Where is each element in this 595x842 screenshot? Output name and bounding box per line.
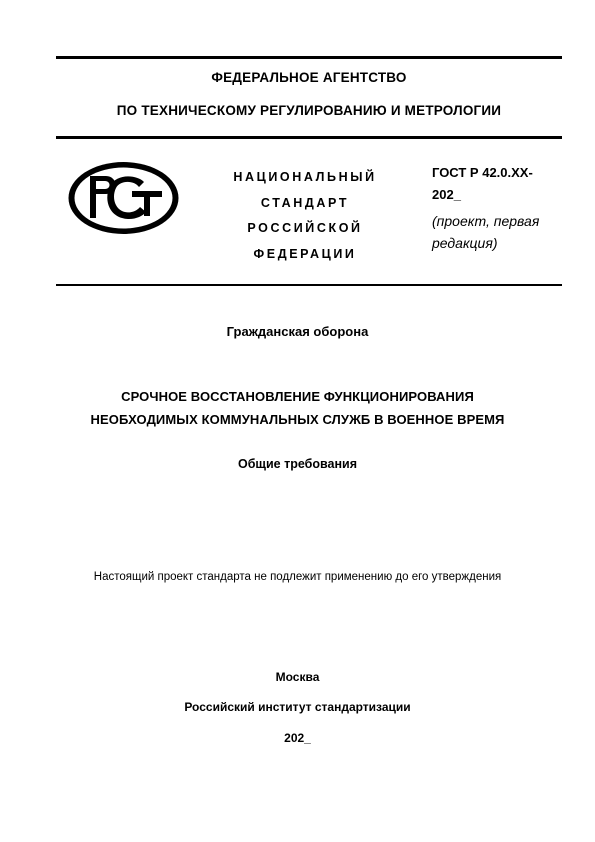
standard-type-line: РОССИЙСКОЙ — [247, 221, 363, 235]
document-title — [20, 385, 575, 431]
draft-edition-line-1: (проект, первая — [432, 213, 540, 229]
document-title-line-2: НЕОБХОДИМЫХ КОММУНАЛЬНЫХ СЛУЖБ В ВОЕННОЕ ВРЕМЯ — [90, 412, 505, 427]
section-rule — [56, 284, 562, 286]
draft-edition-note — [432, 210, 557, 254]
top-rule — [56, 56, 562, 59]
publisher-name: Российский институт стандартизации — [184, 700, 411, 714]
document-title-line-1: СРОЧНОЕ ВОССТАНОВЛЕНИЕ ФУНКЦИОНИРОВАНИЯ — [121, 389, 474, 404]
agency-name-line-1: ФЕДЕРАЛЬНОЕ АГЕНТСТВО — [211, 70, 407, 85]
standard-number-line-2: 202_ — [432, 187, 461, 202]
standard-number — [432, 162, 557, 206]
standard-number-line-1: ГОСТ Р 42.0.ХХ- — [432, 165, 533, 180]
domain-heading: Гражданская оборона — [226, 324, 369, 339]
draft-notice: Настоящий проект стандарта не подлежит применению до его утверждения — [93, 571, 502, 583]
publication-city: Москва — [275, 670, 320, 684]
standard-type-block — [210, 165, 400, 267]
draft-edition-line-2: редакция) — [432, 235, 498, 251]
standard-type-line: ФЕДЕРАЦИИ — [253, 246, 357, 261]
rst-emblem-icon — [66, 160, 181, 236]
agency-name-line-2: ПО ТЕХНИЧЕСКОМУ РЕГУЛИРОВАНИЮ И МЕТРОЛОГИИ — [116, 103, 502, 118]
header-rule — [56, 136, 562, 139]
document-subtitle: Общие требования — [237, 457, 357, 471]
standard-type-line: НАЦИОНАЛЬНЫЙ — [233, 170, 377, 184]
standard-type-line: СТАНДАРТ — [260, 195, 350, 210]
publication-year: 202_ — [284, 731, 311, 745]
